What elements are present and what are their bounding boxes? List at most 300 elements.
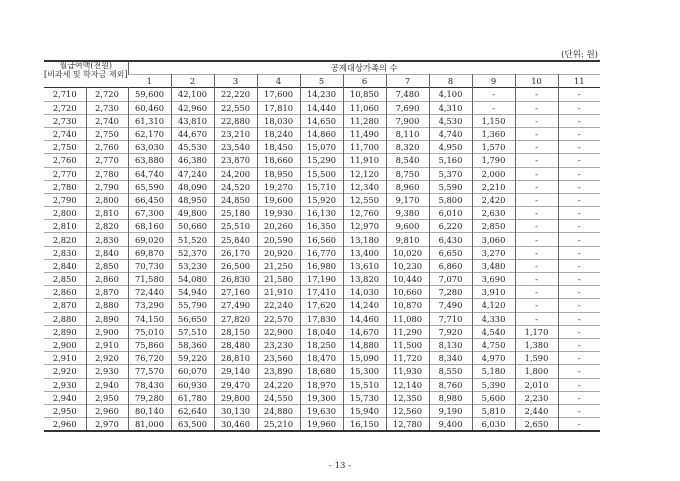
tax-amount-cell: 1,380 — [515, 338, 558, 351]
tax-amount-cell: 7,480 — [386, 88, 429, 101]
tax-amount-cell: 13,820 — [343, 273, 386, 286]
dependents-count-header: 11 — [558, 75, 600, 88]
tax-amount-cell: 4,530 — [429, 114, 472, 127]
tax-amount-cell: 6,220 — [429, 220, 472, 233]
tax-amount-cell: - — [558, 418, 600, 432]
tax-amount-cell: 22,240 — [257, 299, 300, 312]
wage-from-cell: 2,710 — [52, 89, 77, 100]
tax-amount-cell: - — [558, 404, 600, 417]
tax-amount-cell: 3,690 — [472, 273, 515, 286]
tax-amount-cell: 15,510 — [343, 378, 386, 391]
table-row — [44, 352, 600, 365]
tax-amount-cell: 21,580 — [257, 273, 300, 286]
table-row — [44, 154, 600, 167]
tax-amount-cell: 18,040 — [300, 325, 343, 338]
tax-amount-cell: 15,500 — [300, 167, 343, 180]
wage-from-cell: 2,870 — [52, 300, 77, 311]
tax-amount-cell: 19,930 — [257, 207, 300, 220]
tax-amount-cell: 14,440 — [300, 101, 343, 114]
tax-amount-cell: 6,010 — [429, 207, 472, 220]
tax-amount-cell: 22,880 — [214, 114, 257, 127]
table-body — [44, 88, 600, 431]
tax-amount-cell: - — [558, 391, 600, 404]
dependents-count-header: 10 — [515, 75, 558, 88]
tax-amount-cell: 47,240 — [171, 167, 214, 180]
tax-amount-cell: 30,460 — [214, 418, 257, 432]
tax-amount-cell: 51,520 — [171, 233, 214, 246]
tax-amount-cell: - — [515, 246, 558, 259]
tax-amount-cell: 70,730 — [128, 259, 171, 272]
tax-amount-cell: 12,340 — [343, 180, 386, 193]
tax-amount-cell: 30,130 — [214, 404, 257, 417]
wage-header-label: 월급여액(천원) — [59, 61, 113, 70]
tax-amount-cell: 13,610 — [343, 259, 386, 272]
tax-amount-cell: - — [558, 101, 600, 114]
tax-amount-cell: 11,500 — [386, 338, 429, 351]
tax-amount-cell: 62,170 — [128, 127, 171, 140]
wage-to-cell: 2,830 — [86, 233, 128, 246]
wage-to-cell: 2,810 — [86, 207, 128, 220]
tax-amount-cell: 7,490 — [429, 299, 472, 312]
tax-amount-cell: 72,440 — [128, 286, 171, 299]
tax-amount-cell: 48,090 — [171, 180, 214, 193]
tax-amount-cell: 12,550 — [343, 193, 386, 206]
tax-amount-cell: - — [558, 312, 600, 325]
tax-amount-cell: 81,000 — [128, 418, 171, 432]
wage-to-cell: 2,970 — [86, 418, 128, 432]
tax-amount-cell: 68,160 — [128, 220, 171, 233]
tax-amount-cell: 27,490 — [214, 299, 257, 312]
tax-amount-cell: 26,830 — [214, 273, 257, 286]
tax-amount-cell: 75,860 — [128, 338, 171, 351]
tax-amount-cell: 4,740 — [429, 127, 472, 140]
tax-amount-cell: 48,950 — [171, 193, 214, 206]
tax-amount-cell: 10,660 — [386, 286, 429, 299]
tax-amount-cell: 5,800 — [429, 193, 472, 206]
tax-amount-cell: 63,500 — [171, 418, 214, 432]
tax-amount-cell: 12,780 — [386, 418, 429, 432]
wage-from-cell: 2,750 — [52, 142, 77, 153]
tax-amount-cell: 9,600 — [386, 220, 429, 233]
table-row — [44, 101, 600, 114]
wage-to-cell: 2,790 — [86, 180, 128, 193]
table-row — [44, 299, 600, 312]
tax-amount-cell: 25,840 — [214, 233, 257, 246]
tax-amount-cell: 1,800 — [515, 365, 558, 378]
tax-amount-cell: - — [558, 273, 600, 286]
tax-amount-cell: 11,080 — [386, 312, 429, 325]
tax-amount-cell: 14,650 — [300, 114, 343, 127]
tax-amount-cell: 21,910 — [257, 286, 300, 299]
wage-to-cell: 2,730 — [86, 101, 128, 114]
tax-amount-cell: 15,730 — [343, 391, 386, 404]
tax-amount-cell: 8,340 — [429, 352, 472, 365]
wage-from-cell: 2,770 — [52, 168, 77, 179]
tax-amount-cell: - — [558, 193, 600, 206]
tax-amount-cell: 8,760 — [429, 378, 472, 391]
wage-from-cell: 2,890 — [52, 326, 77, 337]
tax-amount-cell: 54,940 — [171, 286, 214, 299]
tax-amount-cell: 23,230 — [257, 338, 300, 351]
dependents-count-header: 3 — [214, 75, 257, 88]
tax-amount-cell: - — [515, 259, 558, 272]
tax-amount-cell: 16,770 — [300, 246, 343, 259]
wage-range-header — [44, 61, 128, 88]
tax-amount-cell: 24,850 — [214, 193, 257, 206]
tax-amount-cell: 4,950 — [429, 141, 472, 154]
wage-to-cell: 2,780 — [86, 167, 128, 180]
tax-amount-cell: 14,880 — [343, 338, 386, 351]
tax-amount-cell: - — [558, 365, 600, 378]
dependents-header: 공제대상가족의 수 — [128, 61, 600, 75]
tax-amount-cell: 9,380 — [386, 207, 429, 220]
tax-amount-cell: 57,510 — [171, 325, 214, 338]
tax-amount-cell: - — [472, 101, 515, 114]
tax-amount-cell: 11,060 — [343, 101, 386, 114]
tax-amount-cell: 78,430 — [128, 378, 171, 391]
tax-amount-cell: 2,850 — [472, 220, 515, 233]
wage-to-cell: 2,940 — [86, 378, 128, 391]
tax-amount-cell: 26,500 — [214, 259, 257, 272]
tax-amount-cell: 20,260 — [257, 220, 300, 233]
table-row — [44, 88, 600, 101]
tax-amount-cell: 19,630 — [300, 404, 343, 417]
tax-amount-cell: - — [558, 338, 600, 351]
tax-amount-cell: 12,970 — [343, 220, 386, 233]
wage-from-cell: 2,840 — [52, 260, 77, 271]
tax-amount-cell: - — [558, 246, 600, 259]
tax-amount-cell: 8,750 — [386, 167, 429, 180]
tax-amount-cell: 16,150 — [343, 418, 386, 432]
table-row — [44, 286, 600, 299]
table-row — [44, 233, 600, 246]
tax-amount-cell: 76,720 — [128, 352, 171, 365]
tax-amount-cell: 17,190 — [300, 273, 343, 286]
table-row — [44, 114, 600, 127]
tax-amount-cell: 8,320 — [386, 141, 429, 154]
tax-amount-cell: 9,170 — [386, 193, 429, 206]
tax-amount-cell: 71,580 — [128, 273, 171, 286]
tax-amount-cell: - — [515, 88, 558, 101]
tax-amount-cell: 24,200 — [214, 167, 257, 180]
table-row — [44, 259, 600, 272]
tax-amount-cell: 10,870 — [386, 299, 429, 312]
tax-amount-cell: - — [515, 101, 558, 114]
tax-amount-cell: 74,150 — [128, 312, 171, 325]
tax-amount-cell: 5,810 — [472, 404, 515, 417]
wage-from-cell: 2,760 — [52, 155, 77, 166]
tax-amount-cell: 61,310 — [128, 114, 171, 127]
tax-amount-cell: 18,660 — [257, 154, 300, 167]
tax-amount-cell: 18,680 — [300, 365, 343, 378]
tax-amount-cell: 23,210 — [214, 127, 257, 140]
tax-amount-cell: 79,280 — [128, 391, 171, 404]
tax-amount-cell: 13,180 — [343, 233, 386, 246]
wage-to-cell: 2,840 — [86, 246, 128, 259]
wage-from-cell: 2,740 — [52, 129, 77, 140]
table-row — [44, 338, 600, 351]
tax-amount-cell: 8,130 — [429, 338, 472, 351]
table-row — [44, 167, 600, 180]
tax-amount-cell: 6,430 — [429, 233, 472, 246]
tax-amount-cell: - — [515, 207, 558, 220]
wage-from-cell: 2,910 — [52, 353, 77, 364]
tax-amount-cell: 45,530 — [171, 141, 214, 154]
wage-from-cell: 2,810 — [52, 221, 77, 232]
tax-amount-cell: 18,950 — [257, 167, 300, 180]
table-row — [44, 127, 600, 140]
tax-amount-cell: - — [515, 141, 558, 154]
tax-amount-cell: 29,140 — [214, 365, 257, 378]
wage-to-cell: 2,720 — [86, 88, 128, 101]
wage-to-cell: 2,860 — [86, 273, 128, 286]
wage-from-cell: 2,930 — [52, 379, 77, 390]
tax-amount-cell: 15,070 — [300, 141, 343, 154]
wage-to-cell: 2,750 — [86, 127, 128, 140]
tax-amount-cell: 5,180 — [472, 365, 515, 378]
tax-amount-cell: 9,190 — [429, 404, 472, 417]
tax-amount-cell: 61,780 — [171, 391, 214, 404]
tax-amount-cell: 18,450 — [257, 141, 300, 154]
wage-to-cell: 2,890 — [86, 312, 128, 325]
tax-amount-cell: - — [558, 233, 600, 246]
wage-to-cell: 2,910 — [86, 338, 128, 351]
wage-to-cell: 2,930 — [86, 365, 128, 378]
wage-from-cell: 2,790 — [52, 194, 77, 205]
tax-amount-cell: 23,870 — [214, 154, 257, 167]
tax-amount-cell: 12,120 — [343, 167, 386, 180]
tax-amount-cell: 63,880 — [128, 154, 171, 167]
tax-amount-cell: 18,970 — [300, 378, 343, 391]
tax-amount-cell: - — [558, 378, 600, 391]
wage-to-cell: 2,870 — [86, 286, 128, 299]
wage-from-cell: 2,860 — [52, 287, 77, 298]
tax-amount-cell: 12,350 — [386, 391, 429, 404]
tax-amount-cell: 19,960 — [300, 418, 343, 432]
tax-amount-cell: 10,850 — [343, 88, 386, 101]
wage-from-cell: 2,780 — [52, 181, 77, 192]
tax-amount-cell: 11,930 — [386, 365, 429, 378]
tax-amount-cell: 24,220 — [257, 378, 300, 391]
tax-amount-cell: - — [558, 207, 600, 220]
tax-amount-cell: 4,750 — [472, 338, 515, 351]
tax-amount-cell: - — [515, 167, 558, 180]
tax-amount-cell: 3,910 — [472, 286, 515, 299]
tax-amount-cell: 54,080 — [171, 273, 214, 286]
tax-amount-cell: 17,600 — [257, 88, 300, 101]
tax-amount-cell: 28,150 — [214, 325, 257, 338]
table-row — [44, 391, 600, 404]
wage-from-cell: 2,920 — [52, 366, 77, 377]
tax-amount-cell: 2,210 — [472, 180, 515, 193]
tax-amount-cell: - — [515, 273, 558, 286]
tax-amount-cell: 23,890 — [257, 365, 300, 378]
withholding-tax-table — [44, 60, 600, 432]
tax-amount-cell: 19,300 — [300, 391, 343, 404]
tax-amount-cell: 8,980 — [429, 391, 472, 404]
dependents-count-header: 1 — [146, 76, 152, 87]
tax-amount-cell: - — [558, 141, 600, 154]
tax-amount-cell: 25,510 — [214, 220, 257, 233]
tax-amount-cell: - — [558, 286, 600, 299]
wage-to-cell: 2,820 — [86, 220, 128, 233]
tax-amount-cell: 7,070 — [429, 273, 472, 286]
tax-amount-cell: 5,600 — [472, 391, 515, 404]
tax-amount-cell: - — [515, 180, 558, 193]
table-row — [44, 180, 600, 193]
tax-amount-cell: 18,030 — [257, 114, 300, 127]
wage-to-cell: 2,800 — [86, 193, 128, 206]
tax-amount-cell: 17,830 — [300, 312, 343, 325]
dependents-count-header: 9 — [472, 75, 515, 88]
tax-amount-cell: 24,550 — [257, 391, 300, 404]
tax-amount-cell: - — [558, 167, 600, 180]
tax-amount-cell: 8,540 — [386, 154, 429, 167]
tax-amount-cell: - — [515, 299, 558, 312]
tax-amount-cell: 5,390 — [472, 378, 515, 391]
tax-amount-cell: 24,520 — [214, 180, 257, 193]
tax-amount-cell: 11,720 — [386, 352, 429, 365]
tax-amount-cell: 15,920 — [300, 193, 343, 206]
tax-amount-cell: 69,020 — [128, 233, 171, 246]
tax-amount-cell: 59,600 — [128, 88, 171, 101]
wage-header-note: [비과세 및 학자금 제외] — [44, 69, 128, 79]
tax-amount-cell: 60,930 — [171, 378, 214, 391]
tax-amount-cell: 1,170 — [515, 325, 558, 338]
tax-amount-cell: 2,650 — [515, 418, 558, 432]
tax-amount-cell: 14,670 — [343, 325, 386, 338]
tax-amount-cell: 18,250 — [300, 338, 343, 351]
tax-amount-cell: 16,130 — [300, 207, 343, 220]
tax-amount-cell: 65,590 — [128, 180, 171, 193]
table-row — [44, 378, 600, 391]
wage-to-cell: 2,950 — [86, 391, 128, 404]
tax-amount-cell: - — [558, 127, 600, 140]
tax-amount-cell: 19,270 — [257, 180, 300, 193]
tax-amount-cell: - — [515, 312, 558, 325]
tax-amount-cell: 17,410 — [300, 286, 343, 299]
tax-amount-cell: 4,540 — [472, 325, 515, 338]
table-row — [44, 273, 600, 286]
tax-amount-cell: 11,910 — [343, 154, 386, 167]
tax-amount-cell: 59,220 — [171, 352, 214, 365]
tax-amount-cell: 1,150 — [472, 114, 515, 127]
tax-amount-cell: - — [515, 154, 558, 167]
tax-amount-cell: 7,900 — [386, 114, 429, 127]
tax-amount-cell: 4,330 — [472, 312, 515, 325]
tax-amount-cell: 14,030 — [343, 286, 386, 299]
table-row — [44, 193, 600, 206]
tax-amount-cell: 60,460 — [128, 101, 171, 114]
tax-amount-cell: 80,140 — [128, 404, 171, 417]
tax-amount-cell: 2,000 — [472, 167, 515, 180]
tax-amount-cell: 12,760 — [343, 207, 386, 220]
tax-amount-cell: - — [558, 114, 600, 127]
tax-amount-cell: 15,090 — [343, 352, 386, 365]
tax-amount-cell: 21,250 — [257, 259, 300, 272]
tax-amount-cell: 4,100 — [429, 88, 472, 101]
wage-from-cell: 2,720 — [52, 102, 77, 113]
tax-amount-cell: 24,880 — [257, 404, 300, 417]
tax-amount-cell: - — [515, 114, 558, 127]
tax-amount-cell: 2,010 — [515, 378, 558, 391]
table-row — [44, 418, 600, 432]
tax-amount-cell: - — [558, 220, 600, 233]
tax-amount-cell: 22,900 — [257, 325, 300, 338]
tax-amount-cell: 49,800 — [171, 207, 214, 220]
dependents-count-header: 2 — [171, 75, 214, 88]
tax-amount-cell: 14,860 — [300, 127, 343, 140]
tax-amount-cell: 7,710 — [429, 312, 472, 325]
wage-to-cell: 2,880 — [86, 299, 128, 312]
tax-amount-cell: 5,370 — [429, 167, 472, 180]
tax-amount-cell: - — [515, 233, 558, 246]
tax-amount-cell: - — [558, 299, 600, 312]
table-row — [44, 325, 600, 338]
tax-amount-cell: 58,360 — [171, 338, 214, 351]
tax-amount-cell: 67,300 — [128, 207, 171, 220]
tax-amount-cell: 42,960 — [171, 101, 214, 114]
tax-amount-cell: 11,280 — [343, 114, 386, 127]
tax-amount-cell: 17,620 — [300, 299, 343, 312]
tax-amount-cell: 27,820 — [214, 312, 257, 325]
tax-amount-cell: 27,160 — [214, 286, 257, 299]
wage-from-cell: 2,800 — [52, 208, 77, 219]
tax-amount-cell: 10,230 — [386, 259, 429, 272]
tax-amount-cell: 6,030 — [472, 418, 515, 432]
wage-from-cell: 2,960 — [52, 419, 77, 430]
tax-amount-cell: 16,560 — [300, 233, 343, 246]
tax-amount-cell: - — [558, 352, 600, 365]
tax-amount-cell: - — [515, 127, 558, 140]
tax-amount-cell: 29,470 — [214, 378, 257, 391]
tax-amount-cell: 1,570 — [472, 141, 515, 154]
tax-amount-cell: - — [515, 286, 558, 299]
page-number: - 13 - — [329, 461, 351, 471]
wage-to-cell: 2,740 — [86, 114, 128, 127]
tax-amount-cell: 9,400 — [429, 418, 472, 432]
tax-amount-cell: 43,810 — [171, 114, 214, 127]
tax-amount-cell: 25,180 — [214, 207, 257, 220]
wage-to-cell: 2,850 — [86, 259, 128, 272]
tax-amount-cell: 20,920 — [257, 246, 300, 259]
tax-amount-cell: 7,690 — [386, 101, 429, 114]
dependents-count-header: 5 — [300, 75, 343, 88]
tax-amount-cell: 62,640 — [171, 404, 214, 417]
tax-amount-cell: 5,590 — [429, 180, 472, 193]
table-row — [44, 365, 600, 378]
tax-amount-cell: 16,980 — [300, 259, 343, 272]
tax-amount-cell: 1,590 — [515, 352, 558, 365]
tax-amount-cell: 11,700 — [343, 141, 386, 154]
tax-amount-cell: 8,960 — [386, 180, 429, 193]
tax-amount-cell: - — [558, 180, 600, 193]
tax-amount-cell: - — [558, 154, 600, 167]
wage-from-cell: 2,850 — [52, 274, 77, 285]
tax-amount-cell: 55,790 — [171, 299, 214, 312]
wage-to-cell: 2,760 — [86, 141, 128, 154]
tax-amount-cell: 73,290 — [128, 299, 171, 312]
tax-amount-cell: - — [558, 259, 600, 272]
wage-to-cell: 2,920 — [86, 352, 128, 365]
tax-amount-cell: 1,790 — [472, 154, 515, 167]
tax-amount-cell: 8,550 — [429, 365, 472, 378]
wage-from-cell: 2,950 — [52, 405, 77, 416]
table-row — [44, 246, 600, 259]
tax-amount-cell: 2,230 — [515, 391, 558, 404]
tax-amount-cell: 20,590 — [257, 233, 300, 246]
wage-from-cell: 2,880 — [52, 313, 77, 324]
